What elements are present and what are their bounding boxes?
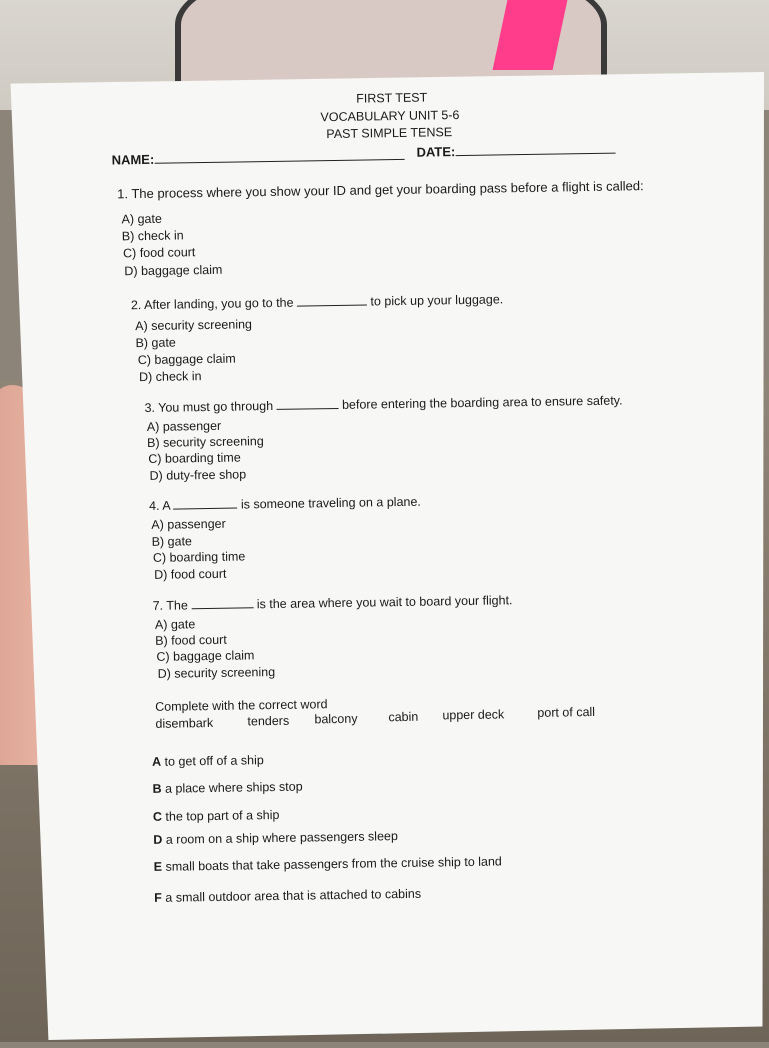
definition-d — [153, 830, 398, 846]
question-2 — [131, 293, 503, 311]
q1-option-b: B) check in — [121, 228, 184, 244]
name-blank[interactable] — [154, 159, 404, 164]
q7-option-b: B) food court — [155, 632, 227, 648]
q2-option-d: D) check in — [138, 369, 202, 385]
question-4-blank[interactable] — [173, 508, 237, 510]
definition-a — [152, 754, 264, 768]
definition-a-text: to get off of a ship — [164, 753, 264, 769]
question-1-text: 1. The process where you show your ID and get your boarding pass before a flight is called: — [117, 178, 644, 202]
q3-option-a: A) passenger — [146, 418, 222, 434]
q7-option-d: D) security screening — [157, 664, 276, 681]
q7-option-c: C) baggage claim — [156, 648, 255, 664]
q4-option-c: C) boarding time — [152, 549, 246, 565]
definition-d-letter: D — [153, 832, 163, 847]
definition-b — [152, 781, 302, 796]
question-7-text-before: 7. The — [152, 598, 188, 613]
word-port-of-call: port of call — [537, 704, 596, 720]
header-title: FIRST TEST — [356, 90, 428, 106]
definition-f — [154, 888, 421, 905]
q2-option-b: B) gate — [135, 335, 176, 351]
name-label — [112, 149, 405, 167]
definition-a-letter: A — [151, 754, 162, 769]
definition-e — [154, 855, 502, 873]
definition-b-text: a place where ships stop — [164, 779, 303, 796]
definition-b-letter: B — [152, 781, 162, 796]
question-7 — [153, 594, 513, 612]
question-2-blank[interactable] — [297, 304, 367, 306]
q3-option-d: D) duty-free shop — [149, 467, 247, 483]
q3-option-b: B) security screening — [146, 434, 264, 450]
word-balcony: balcony — [314, 711, 358, 727]
word-disembark: disembark — [155, 715, 214, 731]
word-tenders: tenders — [247, 713, 290, 729]
q1-option-a: A) gate — [121, 211, 162, 227]
show-through — [585, 201, 675, 232]
question-1 — [117, 179, 644, 200]
definition-c-text: the top part of a ship — [165, 807, 280, 824]
question-4-text-before: 4. A — [148, 498, 171, 513]
date-blank[interactable] — [455, 153, 615, 157]
word-upper-deck: upper deck — [442, 707, 505, 723]
q4-option-d: D) food court — [154, 566, 227, 582]
question-3-text-after: before entering the boarding area to ensure safety. — [341, 393, 623, 412]
definition-f-text: a small outdoor area that is attached to cabins — [165, 886, 422, 905]
question-3-blank[interactable] — [277, 408, 339, 410]
q7-option-a: A) gate — [154, 617, 196, 632]
question-7-blank[interactable] — [191, 607, 253, 609]
question-3 — [144, 394, 622, 414]
q4-option-b: B) gate — [151, 534, 193, 549]
question-4-text-after: is someone traveling on a plane. — [240, 494, 421, 512]
q1-option-d: D) baggage claim — [124, 262, 223, 279]
definition-f-letter: F — [154, 890, 162, 905]
q3-option-c: C) boarding time — [148, 450, 241, 466]
definition-c-letter: C — [152, 809, 163, 824]
header-tense: PAST SIMPLE TENSE — [326, 125, 453, 142]
q4-option-a: A) passenger — [151, 516, 226, 532]
q2-option-a: A) security screening — [135, 317, 253, 334]
name-label-text: NAME: — [111, 151, 155, 168]
definition-c — [153, 809, 280, 823]
question-4 — [149, 496, 421, 513]
question-3-text-before: 3. You must go through — [144, 398, 274, 416]
question-2-text-after: to pick up your luggage. — [370, 292, 504, 309]
definition-e-text: small boats that take passengers from the cruise ship to land — [165, 854, 502, 874]
definition-d-text: a room on a ship where passengers sleep — [165, 829, 398, 847]
complete-instruction: Complete with the correct word — [155, 697, 328, 714]
header-unit: VOCABULARY UNIT 5-6 — [320, 108, 460, 125]
date-label-text: DATE: — [416, 144, 456, 160]
question-2-text-before: 2. After landing, you go to the — [130, 295, 294, 313]
word-cabin: cabin — [388, 709, 419, 725]
q2-option-c: C) baggage claim — [137, 351, 236, 368]
q1-option-c: C) food court — [122, 245, 196, 261]
definition-e-letter: E — [153, 859, 163, 874]
question-7-text-after: is the area where you wait to board your flight. — [256, 593, 513, 612]
date-label — [416, 143, 615, 159]
